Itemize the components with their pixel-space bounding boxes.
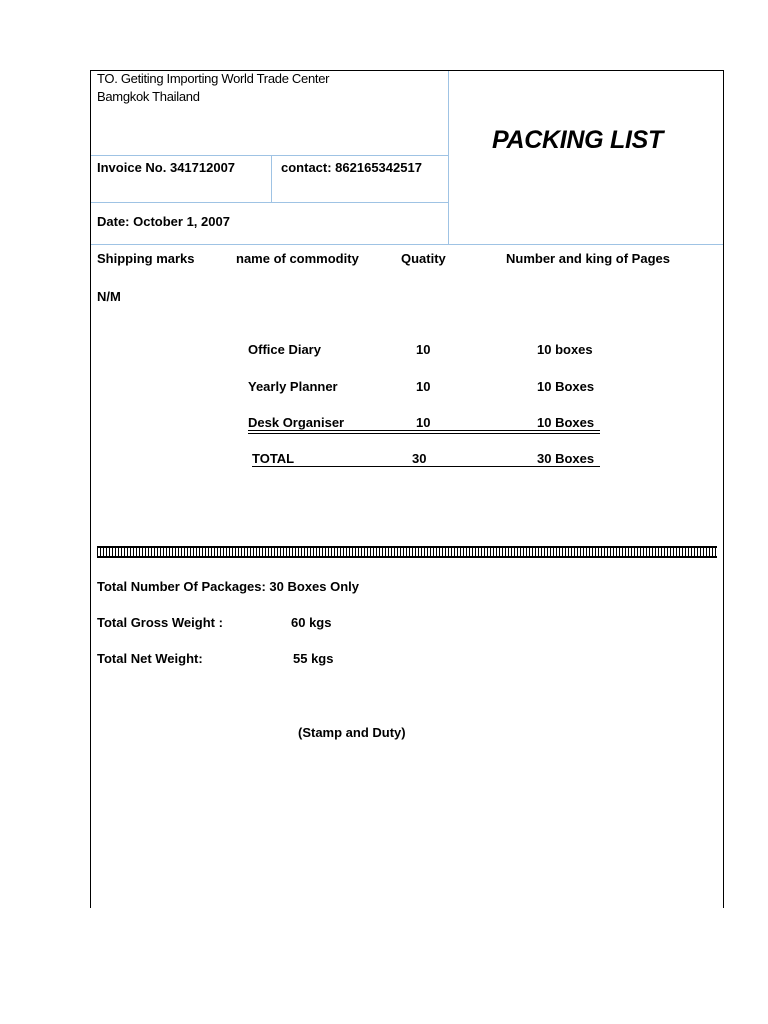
column-header-packages: Number and king of Pages bbox=[506, 251, 670, 266]
item-name: Desk Organiser bbox=[248, 415, 345, 430]
item-name: Office Diary bbox=[248, 342, 321, 357]
separator-stripe bbox=[97, 548, 717, 556]
document-title: PACKING LIST bbox=[492, 126, 663, 154]
total-packages: Total Number Of Packages: 30 Boxes Only bbox=[97, 579, 360, 594]
net-weight-label: Total Net Weight: bbox=[97, 651, 203, 666]
grid-line bbox=[91, 155, 449, 156]
gross-weight-value: 60 kgs bbox=[291, 615, 332, 630]
item-qty: 10 bbox=[416, 379, 431, 394]
total-boxes: 30 Boxes bbox=[537, 451, 595, 466]
frame-left bbox=[90, 70, 91, 908]
shipping-mark-value: N/M bbox=[97, 289, 121, 304]
gross-weight-label: Total Gross Weight : bbox=[97, 615, 223, 630]
item-boxes: 10 Boxes bbox=[537, 379, 595, 394]
total-qty: 30 bbox=[412, 451, 427, 466]
recipient-line-1: TO. Getiting Importing World Trade Center bbox=[97, 71, 330, 86]
column-header-commodity: name of commodity bbox=[236, 251, 359, 266]
frame-right bbox=[723, 70, 724, 908]
separator-bottom-rule bbox=[97, 556, 717, 558]
grid-line bbox=[271, 156, 272, 202]
column-header-shipping-marks: Shipping marks bbox=[97, 251, 195, 266]
total-label: TOTAL bbox=[252, 451, 295, 466]
item-qty: 10 bbox=[416, 415, 431, 430]
invoice-number: Invoice No. 341712007 bbox=[97, 160, 236, 175]
item-boxes: 10 Boxes bbox=[537, 415, 595, 430]
item-boxes: 10 boxes bbox=[537, 342, 593, 357]
grid-line bbox=[448, 71, 449, 245]
total-underline bbox=[252, 466, 600, 467]
grid-line bbox=[91, 202, 449, 203]
item-name: Yearly Planner bbox=[248, 379, 338, 394]
document-date: Date: October 1, 2007 bbox=[97, 214, 230, 229]
item-underline bbox=[248, 430, 600, 431]
stamp-placeholder: (Stamp and Duty) bbox=[298, 725, 406, 740]
item-qty: 10 bbox=[416, 342, 431, 357]
grid-line bbox=[91, 244, 723, 245]
column-header-quantity: Quatity bbox=[401, 251, 446, 266]
contact-number: contact: 862165342517 bbox=[281, 160, 422, 175]
subtotal-double-rule bbox=[248, 433, 600, 434]
net-weight-value: 55 kgs bbox=[293, 651, 334, 666]
recipient-line-2: Bamgkok Thailand bbox=[97, 89, 200, 104]
